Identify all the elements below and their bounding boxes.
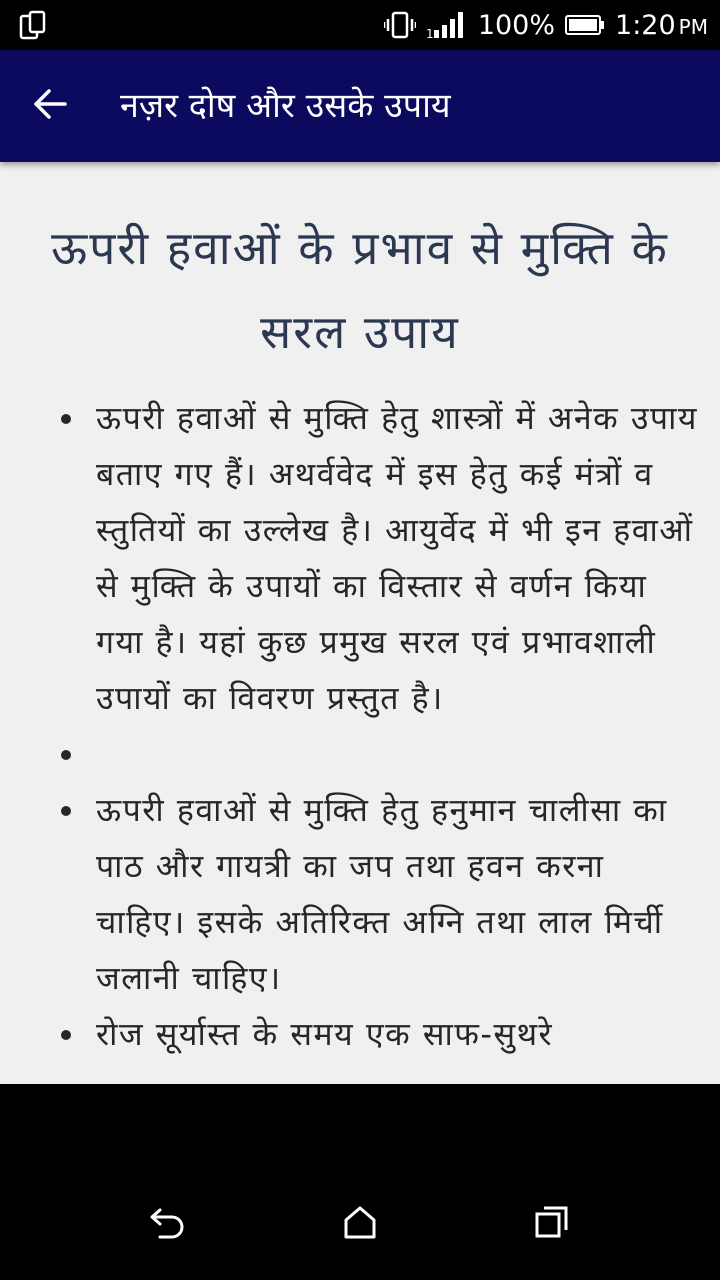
- list-item-text: रोज सूर्यास्त के समय एक साफ-सुथरे: [96, 1015, 554, 1053]
- status-icons: [384, 0, 708, 50]
- list-item: [0, 782, 720, 1006]
- bullet-list: [0, 390, 720, 1062]
- recents-nav-button[interactable]: [522, 1194, 582, 1254]
- vibrate-icon: [384, 11, 416, 39]
- arrow-back-icon: [32, 86, 68, 126]
- back-nav-icon: [148, 1204, 188, 1244]
- list-item: [0, 726, 720, 782]
- bullet-icon: [61, 414, 71, 424]
- bullet-icon: [61, 1030, 71, 1040]
- app-title: नज़र दोष और उसके उपाय: [120, 86, 451, 126]
- recents-nav-icon: [534, 1204, 570, 1244]
- back-button[interactable]: [22, 78, 78, 134]
- clock-time: 1:20: [615, 9, 676, 41]
- back-nav-button[interactable]: [138, 1194, 198, 1254]
- app-bar: [0, 50, 720, 162]
- battery-icon: [565, 14, 605, 36]
- home-nav-icon: [342, 1204, 378, 1244]
- bullet-icon: [61, 806, 71, 816]
- screen-rotate-icon: [18, 10, 48, 40]
- svg-text:1: 1: [425, 27, 434, 40]
- clock: [615, 10, 708, 41]
- status-bar: [0, 0, 720, 50]
- list-item-text: ऊपरी हवाओं से मुक्ति हेतु शास्त्रों में अनेक उपाय बताए गए हैं। अथर्ववेद में इस हेतु कई मंत्रों व स्तुतियों का उल्लेख है। आयुर्वेद में भी इन हवाओं से मुक्ति के उपायों का विस्तार से वर्णन किया गया है। यहां कुछ प्रमुख सरल एवं प्रभावशाली उपायों का विवरण प्रस्तुत है।: [96, 399, 698, 717]
- battery-percent: 100%: [477, 9, 556, 41]
- home-nav-button[interactable]: [330, 1194, 390, 1254]
- article-title: ऊपरी हवाओं के प्रभाव से मुक्ति के सरल उपाय: [51, 221, 669, 359]
- article-content[interactable]: [0, 162, 720, 1084]
- clock-ampm: PM: [678, 14, 708, 39]
- navigation-bar: [0, 1084, 720, 1280]
- bullet-icon: [61, 750, 71, 760]
- list-item: [0, 390, 720, 726]
- signal-icon: [426, 10, 468, 40]
- list-item: [0, 1006, 720, 1062]
- list-item-text: ऊपरी हवाओं से मुक्ति हेतु हनुमान चालीसा का पाठ और गायत्री का जप तथा हवन करना चाहिए। इसके अतिरिक्त अग्नि तथा लाल मिर्ची जलानी चाहिए।: [96, 791, 668, 997]
